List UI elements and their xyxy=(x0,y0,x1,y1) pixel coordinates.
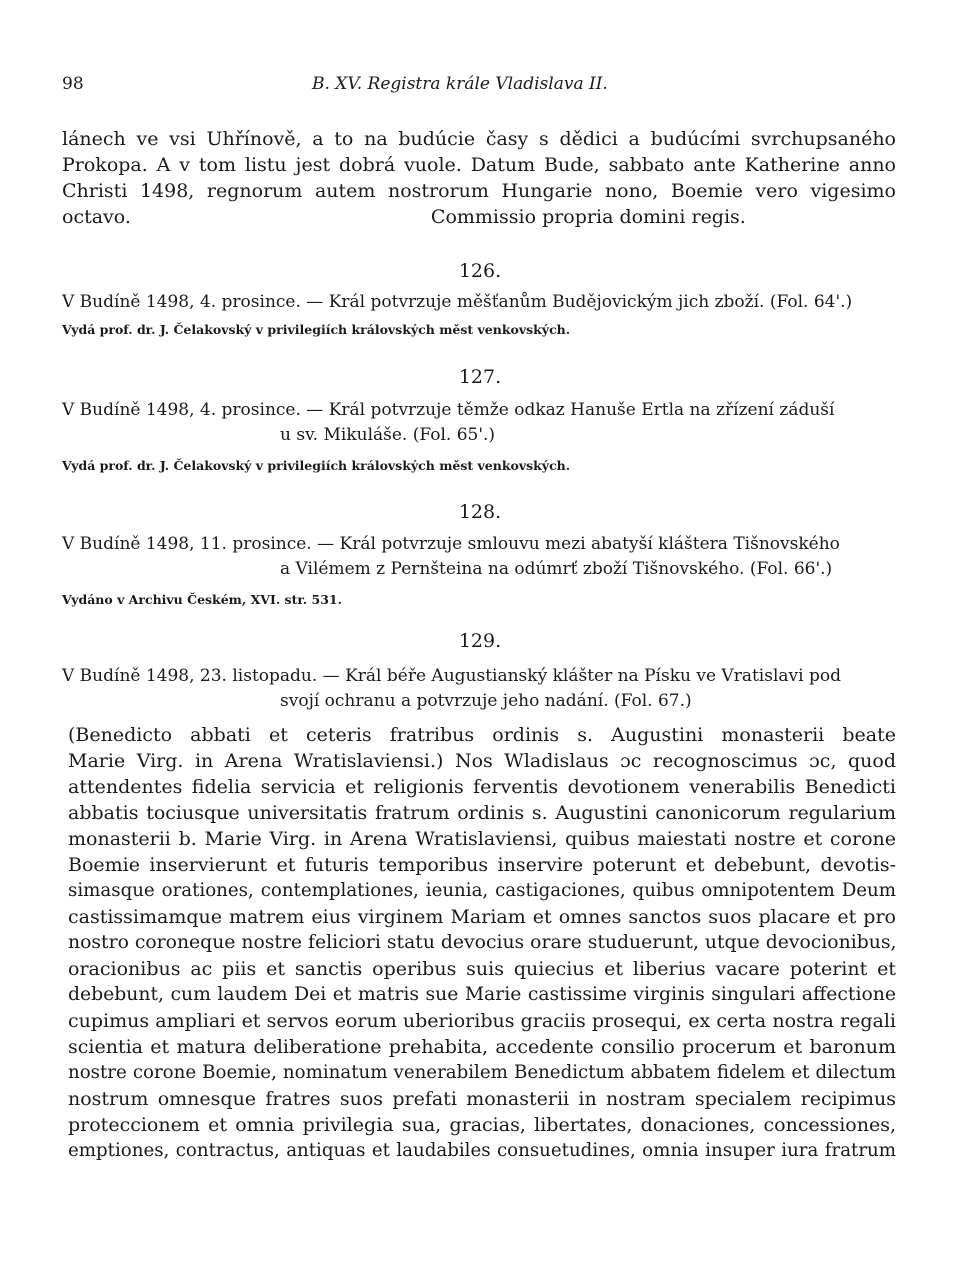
text-line: attendentes fidelia servicia et religionis ferventis devotionem venerabilis Benedicti xyxy=(68,776,896,798)
text-line-end: octavo. xyxy=(62,206,131,228)
entry-number: 129. xyxy=(458,630,502,652)
text-line: abbatis tociusque universitatis fratrum ordinis s. Augustini canonicorum regularium xyxy=(68,802,896,824)
entry-regest xyxy=(62,398,896,448)
entry-number: 126. xyxy=(458,260,502,282)
text-line: Boemie inservierunt et futuris temporibus inservire poterunt et debebunt, devotis- xyxy=(68,854,896,876)
regest-line: V Budíně 1498, 23. listopadu. — Král béře Augustianský klášter na Písku ve Vratislavi pod xyxy=(62,666,841,686)
latin-text xyxy=(68,722,896,1164)
edition-note: Vydá prof. dr. J. Čelakovský v privilegiích královských měst venkovských. xyxy=(62,458,571,473)
regest-line: V Budíně 1498, 11. prosince. — Král potvrzuje smlouvu mezi abatyší kláštera Tišnovského xyxy=(62,534,840,554)
text-line: Marie Virg. in Arena Wratislaviensi.) Nos Wladislaus ɔc recognoscimus ɔc, quod xyxy=(68,750,896,772)
commission-note: Commissio propria domini regis. xyxy=(430,206,746,228)
text-line xyxy=(62,204,896,230)
regest-line: u sv. Mikuláše. (Fol. 65'.) xyxy=(280,425,496,445)
regest-line: a Vilémem z Pernšteina na odúmrť zboží Tišnovského. (Fol. 66'.) xyxy=(280,559,833,579)
edition-note: Vydá prof. dr. J. Čelakovský v privilegiích královských měst venkovských. xyxy=(62,322,571,337)
text-line: debebunt, cum laudem Dei et matris sue Marie castissime virginis singulari affectione xyxy=(68,984,896,1005)
text-line: Prokopa. A v tom listu jest dobrá vuole. Datum Bude, sabbato ante Katherine anno xyxy=(62,154,896,176)
text-line: simasque orationes, contemplationes, ieunia, castigaciones, quibus omnipotentem Deum xyxy=(68,880,896,901)
running-title: B. XV. Registra krále Vladislava II. xyxy=(312,74,608,94)
text-line: nostrum omnesque fratres suos prefati monasterii in nostram specialem recipimus xyxy=(68,1088,896,1110)
text-line: nostre corone Boemie, nominatum venerabilem Benedictum abbatem fidelem et dilectum xyxy=(68,1062,896,1083)
page-number: 98 xyxy=(62,74,84,94)
entry-number: 127. xyxy=(458,366,502,388)
regest-line: V Budíně 1498, 4. prosince. — Král potvrzuje těmže odkaz Hanuše Ertla na zřízení záduší xyxy=(62,400,835,420)
text-line: emptiones, contractus, antiquas et laudabiles consuetudines, omnia insuper iura fratrum xyxy=(68,1140,896,1161)
text-line: Christi 1498, regnorum autem nostrorum Hungarie nono, Boemie vero vigesimo xyxy=(62,180,896,202)
edition-note: Vydáno v Archivu Českém, XVI. str. 531. xyxy=(62,592,342,607)
entry-regest xyxy=(62,532,896,582)
text-line: proteccionem et omnia privilegia sua, gracias, libertates, donaciones, concessiones, xyxy=(68,1114,896,1136)
regest-line: V Budíně 1498, 4. prosince. — Král potvrzuje měšťanům Budějovickým jich zboží. (Fol. 64'.) xyxy=(62,292,853,312)
text-line: monasterii b. Marie Virg. in Arena Wratislaviensi, quibus maiestati nostre et corone xyxy=(68,828,896,850)
intro-paragraph xyxy=(62,126,896,230)
page-header xyxy=(62,74,898,104)
text-line: (Benedicto abbati et ceteris fratribus ordinis s. Augustini monasterii beate xyxy=(68,724,896,746)
text-line: nostro coroneque nostre feliciori statu devocius orare studuerunt, utque devocionibus, xyxy=(68,932,897,953)
text-line: castissimamque matrem eius virginem Mariam et omnes sanctos suos placare et pro xyxy=(68,906,896,928)
text-line: oracionibus ac piis et sanctis operibus suis quiecius et liberius vacare poterint et xyxy=(68,958,896,980)
entry-regest xyxy=(62,664,896,714)
text-line: scientia et matura deliberatione prehabita, accedente consilio procerum et baronum xyxy=(68,1036,896,1058)
entry-regest xyxy=(62,290,896,315)
entry-number: 128. xyxy=(458,501,502,523)
regest-line: svojí ochranu a potvrzuje jeho nadání. (Fol. 67.) xyxy=(280,691,692,711)
text-line: cupimus ampliari et servos eorum uberioribus graciis prosequi, ex certa nostra regali xyxy=(68,1010,896,1032)
text-line: lánech ve vsi Uhřínově, a to na budúcie časy s dědici a budúcími svrchupsaného xyxy=(62,128,896,150)
